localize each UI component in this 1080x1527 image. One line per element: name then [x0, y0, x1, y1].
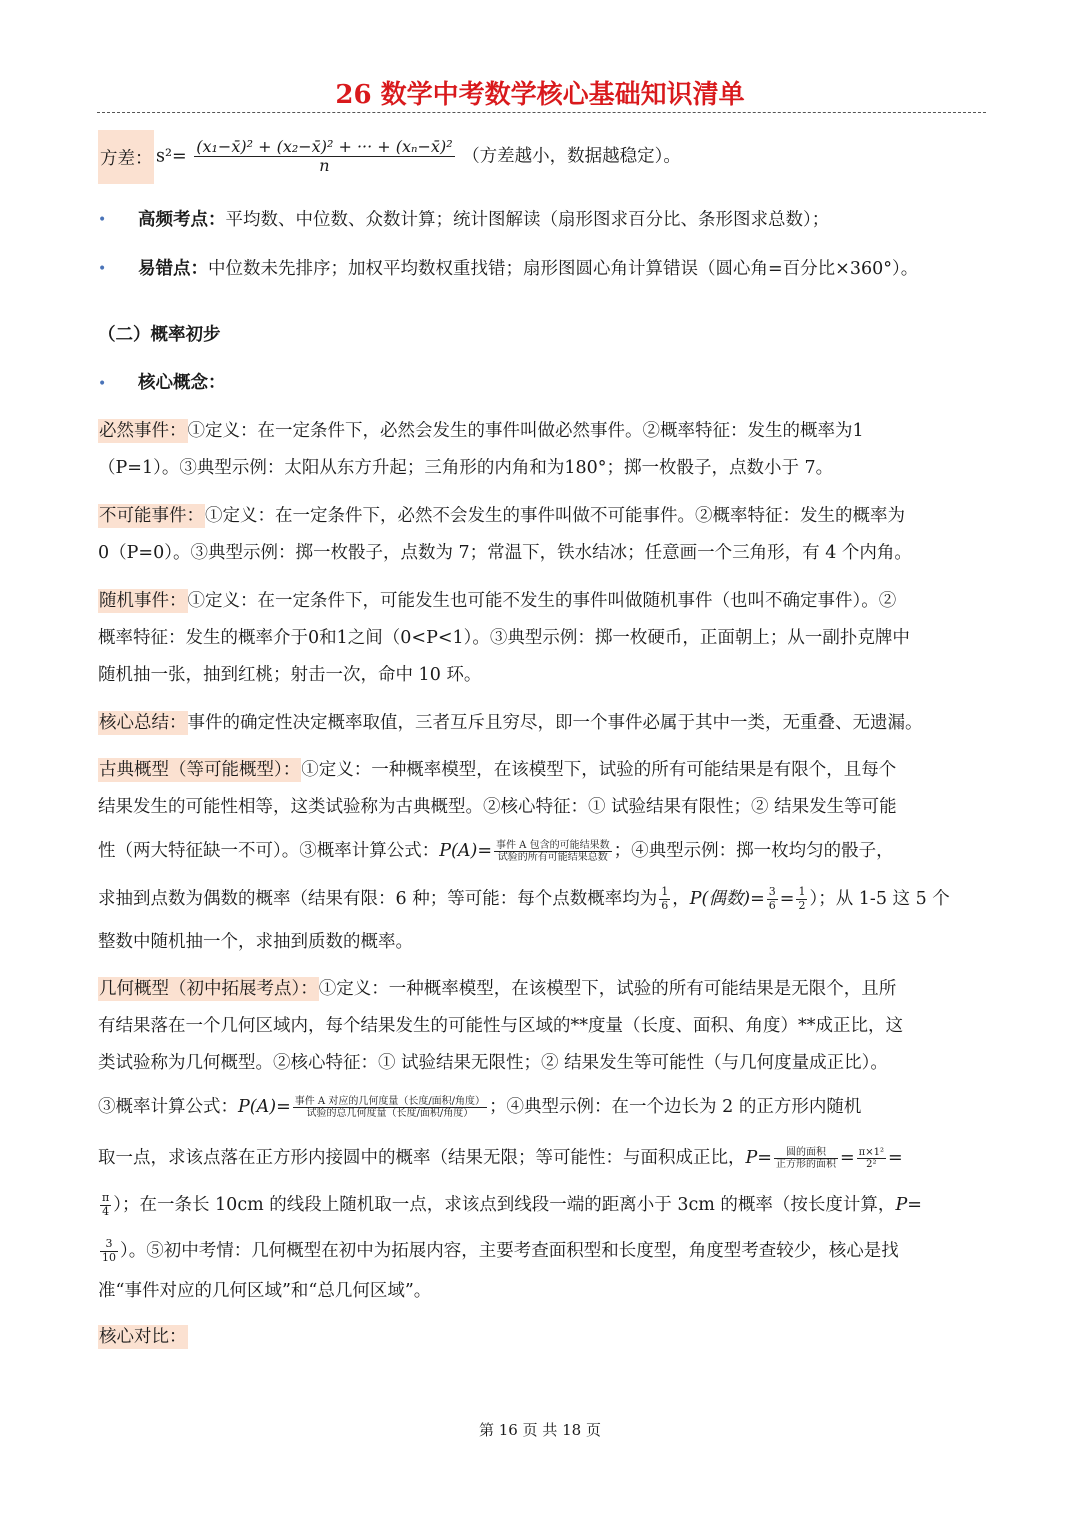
fraction-denominator: 正方形的面积 [775, 1159, 836, 1170]
classical-text: 求抽到点数为偶数的概率（结果有限：6 种；等可能：每个点数概率均为 [98, 889, 658, 909]
fraction-denominator: 试验的所有可能结果总数 [497, 852, 608, 863]
fraction-numerator: 事件 A 对应的几何度量（长度/面积/角度） [294, 1095, 486, 1107]
page-title: 26 数学中考数学核心基础知识清单 [335, 80, 745, 110]
certain-event-text: ①定义：在一定条件下，必然会发生的事件叫做必然事件。②概率特征：发生的概率为1 [187, 421, 864, 441]
classical-text: ）；从 1-5 这 5 个 [809, 889, 950, 909]
classical-text: ①定义：一种概率模型，在该模型下，试验的所有可能结果是有限个，且每个 [301, 760, 897, 780]
classical-line5: 整数中随机抽一个，求抽到质数的概率。 [98, 932, 413, 952]
variance-label: 方差： [100, 149, 153, 169]
section-heading: （二）概率初步 [98, 325, 221, 345]
impossible-event-label: 不可能事件： [99, 506, 204, 526]
title-divider [97, 112, 986, 113]
geometric-p: P= [895, 1195, 922, 1215]
geometric-line1 [98, 971, 896, 1008]
fraction-pi-over-four [100, 1192, 111, 1218]
variance-formula [156, 138, 681, 176]
variance-fraction [194, 138, 454, 176]
fraction-numerator: π [102, 1191, 110, 1205]
core-concept-heading: 核心概念： [138, 373, 226, 393]
core-summary-text: 事件的确定性决定概率取值，三者互斥且穷尽，即一个事件必属于其中一类，无重叠、无遗漏。 [187, 713, 923, 733]
fraction-denominator: 4 [102, 1205, 110, 1218]
geometric-formula-fraction [293, 1096, 487, 1120]
bullet-common-errors [138, 251, 918, 288]
geometric-text: 取一点，求该点落在正方形内接圆中的概率（结果无限；等可能性：与面积成正比， [98, 1148, 746, 1168]
random-event-label: 随机事件： [99, 591, 187, 611]
bullet-dot-icon: • [98, 212, 107, 228]
fraction-three-tenths [100, 1238, 118, 1264]
geometric-text: ③概率计算公式： [98, 1097, 238, 1117]
variance-label-highlight [98, 130, 154, 184]
fraction-numerator: 1 [661, 885, 669, 899]
fraction-numerator: 圆的面积 [774, 1147, 838, 1160]
geometric-label: 几何概型（初中拓展考点）： [99, 979, 318, 999]
geometric-line6 [98, 1187, 922, 1224]
geometric-line7 [98, 1233, 899, 1270]
core-comparison [98, 1319, 188, 1356]
classical-line2: 结果发生的可能性相等，这类试验称为古典概型。②核心特征：① 试验结果有限性；② 结果发生等可能 [98, 797, 897, 817]
classical-text: ；④典型示例：掷一枚均匀的骰子， [613, 841, 894, 861]
bullet-text: 平均数、中位数、众数计算；统计图解读（扇形图求百分比、条形图求总数）； [225, 210, 830, 230]
variance-lhs: s²= [156, 146, 187, 167]
classical-text: 性（两大特征缺一不可）。③概率计算公式： [98, 841, 440, 861]
core-comparison-label: 核心对比： [99, 1327, 187, 1347]
core-summary-label: 核心总结： [99, 713, 187, 733]
fraction-numerator: 1 [798, 885, 806, 899]
random-event-line1 [98, 583, 896, 620]
certain-event-label: 必然事件： [99, 421, 187, 441]
fraction-numerator: 3 [768, 885, 776, 899]
geometric-line5 [98, 1140, 903, 1177]
classical-formula-fraction [494, 840, 612, 864]
random-event-line3: 随机抽一张，抽到红桃；射击一次，命中 10 环。 [98, 665, 482, 685]
geometric-pa: P(A)= [238, 1097, 291, 1117]
bullet-label: 高频考点： [138, 210, 226, 230]
bullet-high-frequency [138, 202, 829, 239]
fraction-numerator: 事件 A 包含的可能结果数 [495, 839, 610, 851]
fraction-numerator: π×1² [858, 1146, 884, 1158]
variance-numerator: (x₁−x̄)² + (x₂−x̄)² + ··· + (xₙ−x̄)² [196, 137, 453, 156]
random-event-line2: 概率特征：发生的概率介于0和1之间（0<P<1）。③典型示例：掷一枚硬币，正面朝上；从一副扑克牌中 [98, 628, 910, 648]
classical-line1 [98, 752, 896, 789]
geometric-text: ；④典型示例：在一个边长为 2 的正方形内随机 [489, 1097, 862, 1117]
equals-sign: = [887, 1148, 903, 1168]
fraction-denominator: 2 [798, 899, 806, 912]
core-summary [98, 705, 923, 742]
classical-text: ， [672, 889, 690, 909]
classical-label: 古典概型（等可能概型）： [99, 760, 301, 780]
fraction-area-ratio [774, 1147, 838, 1171]
bullet-label: 易错点： [138, 259, 208, 279]
fraction-numerator: 3 [100, 1238, 118, 1252]
fraction-denominator: 6 [661, 899, 669, 912]
fraction-pi-over-four-squared [857, 1147, 886, 1171]
page-footer: 第 16 页 共 18 页 [478, 1421, 601, 1439]
fraction-three-sixths [767, 886, 778, 912]
fraction-denominator: 试验的总几何度量（长度/面积/角度） [306, 1108, 474, 1119]
classical-line4 [98, 881, 950, 918]
equals-sign: = [839, 1148, 855, 1168]
fraction-denominator: 2² [866, 1159, 877, 1170]
variance-denominator: n [319, 156, 330, 176]
impossible-event-line1 [98, 498, 905, 535]
geometric-line8: 准“事件对应的几何区域”和“总几何区域”。 [98, 1281, 432, 1301]
bullet-dot-icon: • [98, 376, 107, 392]
impossible-event-line2: 0（P=0）。③典型示例：掷一枚骰子，点数为 7；常温下，铁水结冰；任意画一个三角形，有 4 个内角。 [98, 543, 912, 563]
certain-event-line1 [98, 413, 864, 450]
geometric-line2: 有结果落在一个几何区域内，每个结果发生的可能性与区域的**度量（长度、面积、角度）**成正比，这 [98, 1016, 903, 1036]
geometric-text: ①定义：一种概率模型，在该模型下，试验的所有可能结果是无限个，且所 [318, 979, 897, 999]
classical-p-even: P(偶数)= [689, 889, 765, 909]
classical-line3 [98, 833, 894, 870]
geometric-p: P= [745, 1148, 772, 1168]
geometric-line4 [98, 1089, 861, 1126]
geometric-text: ）；在一条长 10cm 的线段上随机取一点，求该点到线段一端的距离小于 3cm 的概率（按长度计算， [113, 1195, 896, 1215]
equals-sign: = [779, 889, 795, 909]
bullet-dot-icon: • [98, 261, 107, 277]
variance-note: （方差越小，数据越稳定）。 [462, 146, 681, 167]
impossible-event-text: ①定义：在一定条件下，必然不会发生的事件叫做不可能事件。②概率特征：发生的概率为 [205, 506, 905, 526]
fraction-denominator: 10 [102, 1251, 116, 1264]
certain-event-line2: （P=1）。③典型示例：太阳从东方升起；三角形的内角和为180°；掷一枚骰子，点数小于 7。 [98, 458, 834, 478]
random-event-text: ①定义：在一定条件下，可能发生也可能不发生的事件叫做随机事件（也叫不确定事件）。② [187, 591, 897, 611]
fraction-denominator: 6 [768, 899, 776, 912]
fraction-one-sixth [659, 886, 670, 912]
geometric-line3: 类试验称为几何概型。②核心特征：① 试验结果无限性；② 结果发生等可能性（与几何度量成正比）。 [98, 1053, 888, 1073]
geometric-text: ）。⑤初中考情：几何概型在初中为拓展内容，主要考查面积型和长度型，角度型考查较少，核心是找 [120, 1241, 899, 1261]
fraction-one-half [796, 886, 807, 912]
classical-pa: P(A)= [439, 841, 492, 861]
bullet-text: 中位数未先排序；加权平均数权重找错；扇形图圆心角计算错误（圆心角=百分比×360°）。 [208, 259, 919, 279]
